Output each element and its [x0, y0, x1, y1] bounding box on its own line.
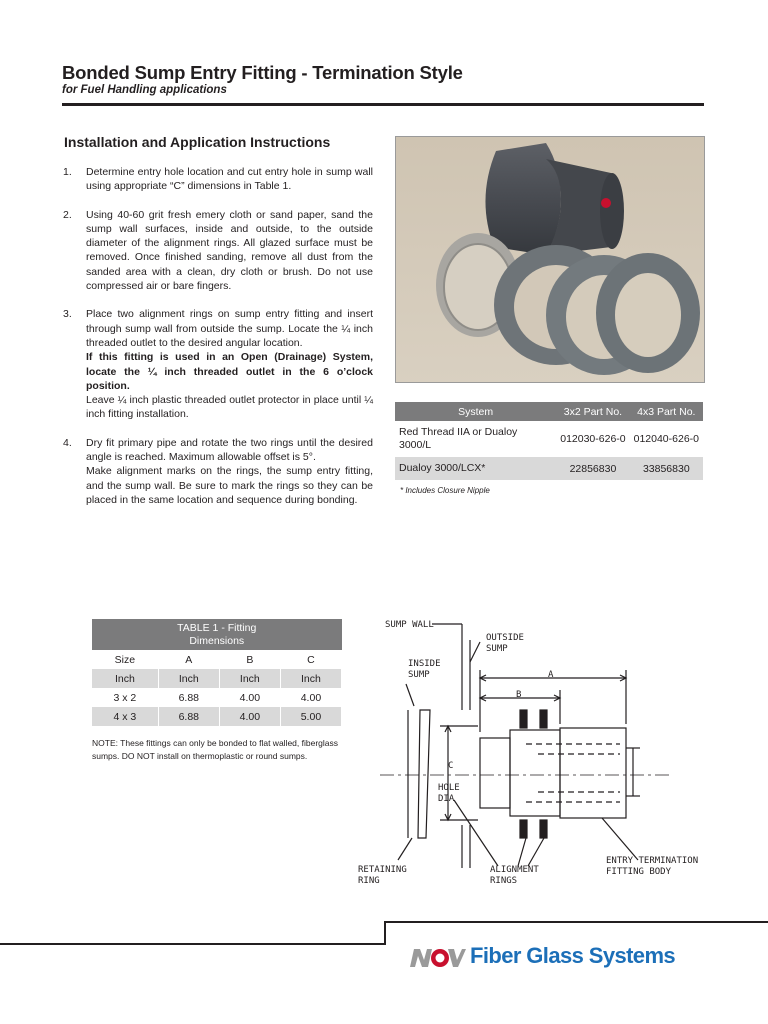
parts-footnote: * Includes Closure Nipple	[400, 486, 490, 495]
table-row	[92, 688, 342, 707]
table-cell: 6.88	[158, 688, 219, 707]
label-entry-termination: ENTRY TERMINATION	[606, 856, 699, 866]
table-cell: Inch	[280, 669, 341, 688]
footer-rule	[0, 943, 385, 945]
table-cell: Inch	[219, 669, 280, 688]
nov-logo-icon	[408, 945, 466, 971]
step-number: 2.	[63, 208, 72, 221]
parts-header-4x3: 4x3 Part No.	[630, 402, 703, 421]
step-warning: If this fitting is used in an Open (Drainage) System, locate the ¼ inch threaded outlet in the 6 o’clock position.	[86, 351, 373, 392]
table-row	[92, 650, 342, 669]
dimension-label-a: A	[548, 670, 554, 680]
step-item	[63, 307, 373, 421]
step-text-extra: Leave ¼ inch plastic threaded outlet protector in place until ¼ inch fitting installation.	[86, 394, 373, 421]
table-cell: Inch	[158, 669, 219, 688]
parts-header-3x2: 3x2 Part No.	[556, 402, 629, 421]
table-cell: 6.88	[158, 707, 219, 726]
parts-header-system: System	[395, 402, 556, 421]
company-logo-text: Fiber Glass Systems	[470, 943, 676, 968]
page-subtitle: for Fuel Handling applications	[62, 84, 227, 96]
step-number: 4.	[63, 436, 72, 449]
dimension-label-b: B	[516, 690, 522, 700]
label-retaining-ring: RING	[358, 876, 380, 886]
label-hole-dia: DIA	[438, 794, 455, 804]
label-outside: OUTSIDE	[486, 633, 524, 643]
table-row	[92, 669, 342, 688]
footer-rule	[384, 921, 768, 923]
table-cell: 22856830	[556, 457, 629, 480]
table-cell: Size	[92, 650, 158, 669]
step-number: 3.	[63, 308, 72, 321]
step-text: Dry fit primary pipe and rotate the two rings until the desired angle is reached. Maximum allowable offset is 5°.	[86, 436, 373, 464]
table-cell: B	[219, 650, 280, 669]
table-cell: 012030-626-0	[556, 421, 629, 457]
table-cell: 4.00	[280, 688, 341, 707]
table-cell: Dualoy 3000/LCX*	[395, 457, 556, 480]
label-inside: INSIDE	[408, 659, 441, 669]
parts-table	[395, 402, 703, 480]
table-cell: Inch	[92, 669, 158, 688]
fitting-diagram	[350, 610, 715, 890]
step-text: Determine entry hole location and cut entry hole in sump wall using appropriate “C” dimensions in Table 1.	[86, 166, 373, 193]
dimension-label-c: C	[448, 761, 454, 771]
table-row	[92, 707, 342, 726]
step-text-extra: Make alignment marks on the rings, the sump entry fitting, and the sump wall. Be sure to mark the rings so they can be placed in the same location and sequence during bonding.	[86, 465, 373, 506]
label-inside-sump: SUMP	[408, 670, 430, 680]
label-hole: HOLE	[438, 783, 460, 793]
step-item	[63, 165, 373, 194]
label-fitting-body: FITTING BODY	[606, 867, 672, 877]
step-item	[63, 436, 373, 507]
step-text: Using 40-60 grit fresh emery cloth or sand paper, sand the sump wall surfaces, inside and outside, to the outside diameter of the alignment rings. All glazed surface must be removed. Once finished sanding, remove all dust from the sanded area with a clean, dry cloth or brush. Do not use compressed air or bare fingers.	[86, 208, 373, 293]
table-cell: A	[158, 650, 219, 669]
dimension-table-caption	[92, 619, 342, 650]
dimension-table	[92, 619, 342, 726]
table-cell: 3 x 2	[92, 688, 158, 707]
label-outside-sump: SUMP	[486, 644, 508, 654]
table-row	[395, 457, 703, 480]
table-cell: 4.00	[219, 707, 280, 726]
table-cell: 4.00	[219, 688, 280, 707]
footer-rule-step	[384, 922, 386, 945]
step-number: 1.	[63, 166, 72, 178]
section-heading: Installation and Application Instructions	[64, 134, 331, 150]
table-cell: C	[280, 650, 341, 669]
table-cell: 4 x 3	[92, 707, 158, 726]
table-cell: Red Thread IIA or Dualoy 3000/L	[395, 421, 556, 457]
page-title: Bonded Sump Entry Fitting - Termination Style	[62, 62, 463, 83]
product-photo	[395, 136, 705, 383]
table-row	[395, 421, 703, 457]
label-alignment-rings: RINGS	[490, 876, 518, 886]
instruction-steps	[63, 165, 373, 521]
label-retaining: RETAINING	[358, 865, 407, 875]
step-text: Place two alignment rings on sump entry fitting and insert through sump wall from outside the sump. Locate the ¼ inch threaded outlet to the desired angular location.	[86, 308, 373, 349]
step-item	[63, 208, 373, 294]
caption-text: TABLE 1 - Fitting Dimensions	[177, 621, 257, 647]
label-sump-wall: SUMP WALL	[385, 620, 434, 630]
table-cell: 012040-626-0	[630, 421, 703, 457]
dimension-note: NOTE: These fittings can only be bonded to flat walled, fiberglass sumps. DO NOT install on thermoplastic or round sumps.	[92, 738, 339, 761]
label-alignment: ALIGNMENT	[490, 865, 539, 875]
header-rule	[62, 103, 704, 106]
table-cell: 5.00	[280, 707, 341, 726]
table-cell: 33856830	[630, 457, 703, 480]
